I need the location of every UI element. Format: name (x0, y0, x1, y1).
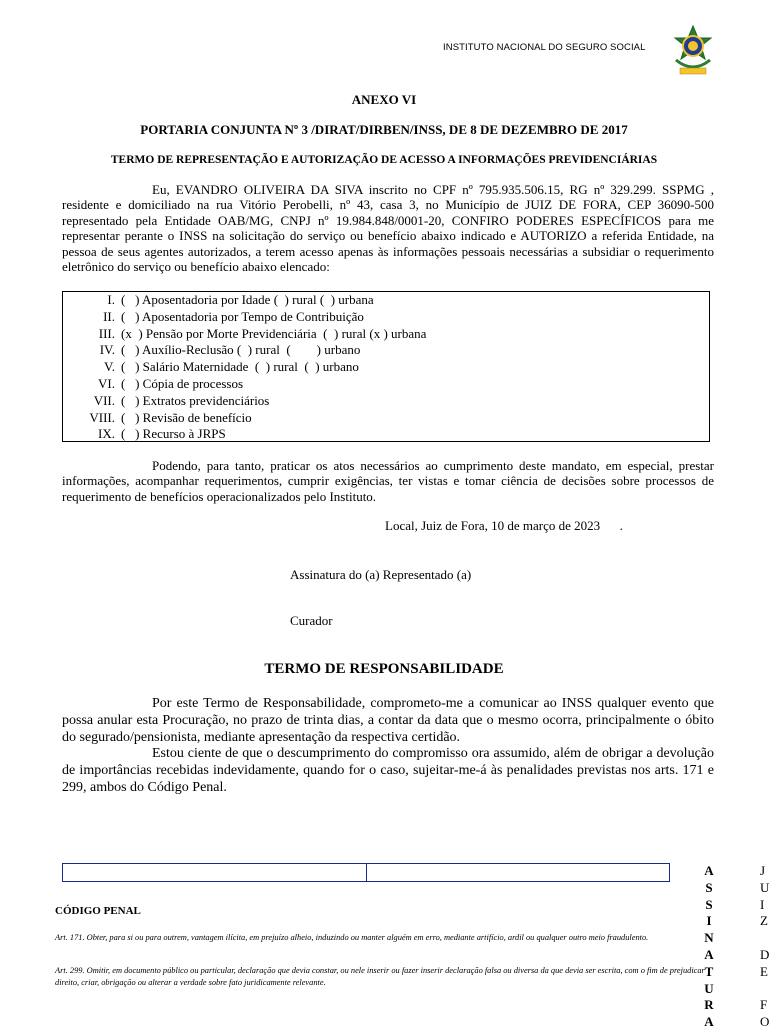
responsibility-paragraph-1: Por este Termo de Responsabilidade, comprometo-me a comunicar ao INSS qualquer evento que possa anular esta Procuração, no prazo de trinta dias, a contar da data que o mesmo ocorra, principalmente o óbito do segurado/pensionista, mediante apresentação da respectiva certidão. (62, 696, 714, 745)
vertical-letter: U (704, 980, 714, 996)
benefit-options-box (62, 291, 710, 442)
vertical-letter: T (704, 963, 714, 979)
vertical-signature-word (703, 863, 715, 1031)
vertical-letter: U (760, 879, 770, 895)
vertical-letter: E (760, 963, 768, 979)
portaria-title: PORTARIA CONJUNTA Nº 3 /DIRAT/DIRBEN/INSS, DE 8 DE DEZEMBRO DE 2017 (140, 122, 628, 137)
vertical-letter (760, 981, 772, 998)
vertical-letter: F (760, 997, 768, 1013)
responsibility-title: TERMO DE RESPONSABILIDADE (264, 661, 504, 677)
signature-table (62, 863, 670, 882)
institution-name: INSTITUTO NACIONAL DO SEGURO SOCIAL (443, 42, 646, 53)
powers-paragraph: Podendo, para tanto, praticar os atos necessários ao cumprimento deste mandato, em especial, prestar informações, acompanhar requerimentos, cumprir exigências, ter vistas e tomar ciência de decisões sobre processos de requerimento de benefícios operacionalizados pelo Instituto. (62, 458, 714, 504)
vertical-letter: S (705, 879, 713, 895)
vertical-letter: Z (760, 913, 768, 929)
vertical-letter: R (704, 997, 714, 1013)
brazil-coat-of-arms-icon (668, 24, 718, 78)
option-item: VI. ( ) Cópia de processos (98, 376, 244, 391)
signature-label: Assinatura do (a) Representado (a) (290, 567, 472, 582)
option-item: VIII. ( ) Revisão de benefício (89, 409, 252, 425)
option-item: IV. ( ) Auxílio-Reclusão ( ) rural ( ) urbano (99, 342, 361, 358)
responsibility-body (62, 696, 714, 797)
option-item: IX. ( ) Recurso à JRPS (98, 426, 226, 442)
responsibility-paragraph-2: Estou ciente de que o descumprimento do compromisso ora assumido, além de obrigar a devolução de importâncias recebidas indevidamente, quando for o caso, sujeitar-me-á às penalidades previstas nos arts. 171 e 299, ambos do Código Penal. (62, 746, 714, 795)
intro-paragraph: Eu, EVANDRO OLIVEIRA DA SIVA inscrito no CPF nº 795.935.506.15, RG nº 329.299. SSPMG , residente e domiciliado na rua Vitório Perobelli, nº 43, casa 3, no Município de JUIZ DE FORA, CEP 36090-500 representado pela Entidade OAB/MG, CNPJ nº 19.984.848/0001-20, CONFIRO PODERES ESPECÍFICOS para me representar perante o INSS na solicitação do serviço ou benefício abaixo indicado e AUTORIZO a referida Entidade, na pessoa de seus agentes autorizados, a terem acesso apenas às informações pessoais necessárias a subsidiar o requerimento eletrônico do serviço ou benefício abaixo elencado: (62, 182, 714, 275)
article-299: Art. 299. Omitir, em documento público ou particular, declaração que devia constar, ou nele inserir ou fazer inserir declaração falsa ou diversa da que devia ser escrita, com o fim de prejudicar direito, criar, obrigação ou alterar a verdade sobre fato juridicamente relevante. (55, 966, 705, 987)
vertical-letter: A (704, 946, 714, 962)
option-item: V. ( ) Salário Maternidade ( ) rural ( ) urbano (104, 359, 359, 375)
vertical-city-word (760, 863, 772, 1031)
signature-cell (367, 864, 670, 881)
vertical-letter: A (704, 1014, 714, 1030)
penal-code-title: CÓDIGO PENAL (55, 905, 141, 917)
signature-cell (63, 864, 367, 881)
option-item: VII. ( ) Extratos previdenciários (93, 392, 270, 408)
curator-label: Curador (290, 613, 333, 628)
vertical-letter: D (760, 946, 770, 962)
vertical-letter: S (705, 896, 713, 912)
vertical-letter: J (760, 863, 766, 878)
vertical-letter: I (706, 913, 712, 929)
vertical-letter: A (704, 863, 714, 878)
option-item: III. (x ) Pensão por Morte Previdenciária ( ) rural (x ) urbana (98, 325, 427, 341)
vertical-letter: I (760, 896, 765, 912)
option-item: II. ( ) Aposentadoria por Tempo de Contribuição (103, 308, 364, 324)
vertical-letter: O (760, 1014, 770, 1030)
option-item: I. ( ) Aposentadoria por Idade ( ) rural ( ) urbana (107, 292, 374, 307)
annex-title: ANEXO VI (351, 92, 417, 107)
vertical-letter: N (704, 930, 714, 946)
article-171: Art. 171. Obter, para si ou para outrem, vantagem ilícita, em prejuízo alheio, induzindo ou manter alguém em erro, mediante artifício, ardil ou qualquer outro meio fraudulento. (55, 933, 649, 942)
term-title: TERMO DE REPRESENTAÇÃO E AUTORIZAÇÃO DE ACESSO A INFORMAÇÕES PREVIDENCIÁRIAS (110, 154, 658, 166)
place-date: Local, Juiz de Fora, 10 de março de 2023 . (385, 518, 623, 533)
vertical-letter (760, 930, 772, 947)
